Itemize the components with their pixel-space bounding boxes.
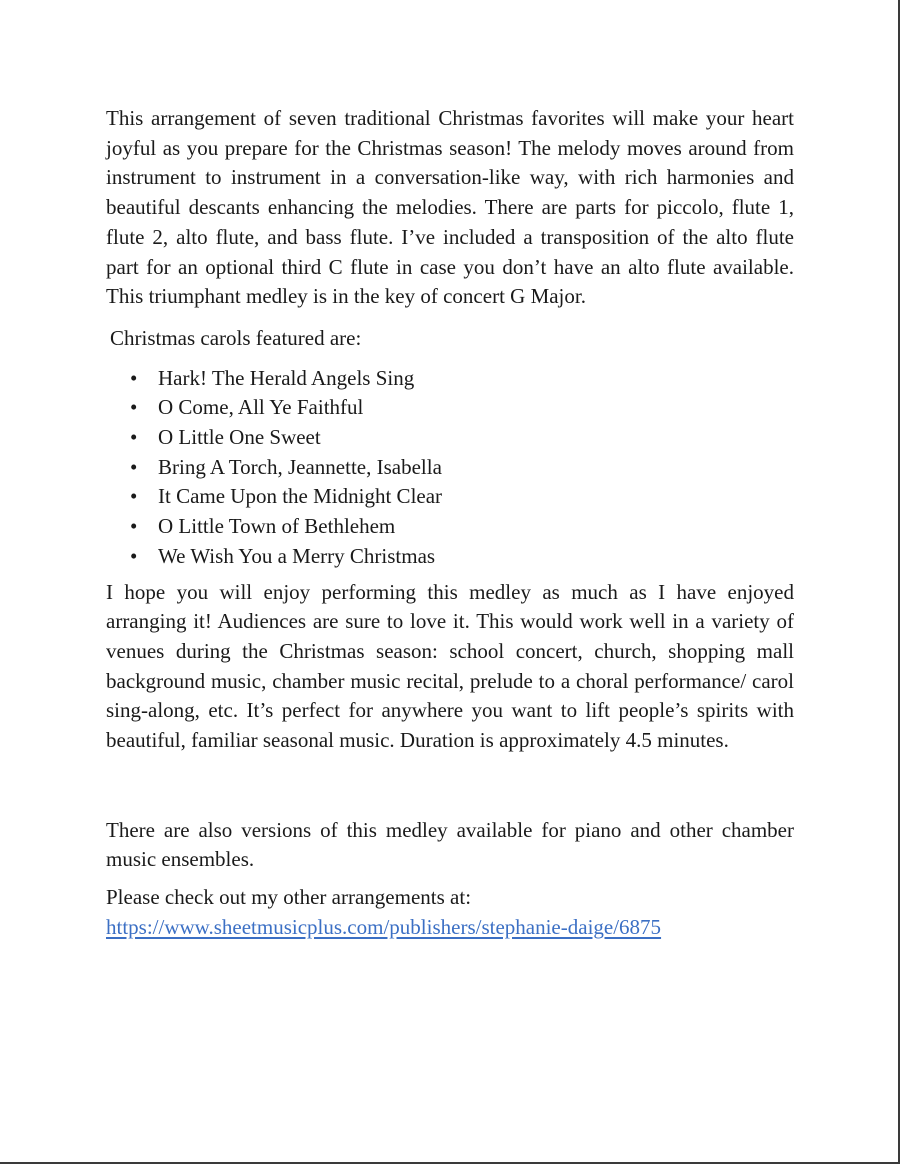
- bullet-icon: •: [130, 514, 138, 539]
- list-item: [106, 393, 794, 423]
- carol-title: O Little Town of Bethlehem: [158, 514, 396, 539]
- closing-paragraph: I hope you will enjoy performing this medley as much as I have enjoyed arranging it! Audiences are sure to love it. This would work well in a variety of venues during the Christmas season: school concert, church, shopping mall background music, chamber music recital, prelude to a choral performance/ carol sing-along, etc. It’s perfect for anywhere you want to lift people’s spirits with beautiful, familiar seasonal music. Duration is approximately 4.5 minutes.: [106, 579, 794, 753]
- list-item: [106, 423, 794, 453]
- list-item: [106, 542, 794, 572]
- carols-heading: Christmas carols featured are:: [110, 325, 362, 350]
- bullet-icon: •: [130, 395, 138, 420]
- bullet-icon: •: [130, 365, 138, 390]
- carol-list: [106, 364, 794, 572]
- carol-title: O Come, All Ye Faithful: [158, 395, 364, 420]
- bullet-icon: •: [130, 484, 138, 509]
- carol-title: Hark! The Herald Angels Sing: [158, 365, 415, 390]
- carol-title: It Came Upon the Midnight Clear: [158, 484, 443, 509]
- list-item: [106, 453, 794, 483]
- carol-title: Bring A Torch, Jeannette, Isabella: [158, 454, 442, 479]
- list-item: [106, 512, 794, 542]
- list-item: [106, 364, 794, 394]
- document-body: [106, 104, 794, 943]
- bullet-icon: •: [130, 454, 138, 479]
- list-item: [106, 482, 794, 512]
- arrangements-link[interactable]: https://www.sheetmusicplus.com/publishers/stephanie-daige/6875: [106, 914, 662, 939]
- bullet-icon: •: [130, 425, 138, 450]
- check-out-label: Please check out my other arrangements at:: [106, 885, 472, 910]
- carol-title: We Wish You a Merry Christmas: [158, 543, 436, 568]
- intro-paragraph: This arrangement of seven traditional Christmas favorites will make your heart joyful as you prepare for the Christmas season! The melody moves around from instrument to instrument in a conversation-like way, with rich harmonies and beautiful descants enhancing the melodies. There are parts for piccolo, flute 1, flute 2, alto flute, and bass flute. I’ve included a transposition of the alto flute part for an optional third C flute in case you don’t have an alto flute available. This triumphant medley is in the key of concert G Major.: [106, 106, 794, 309]
- bullet-icon: •: [130, 543, 138, 568]
- versions-paragraph: There are also versions of this medley available for piano and other chamber music ensembles.: [106, 817, 794, 872]
- carol-title: O Little One Sweet: [158, 425, 321, 450]
